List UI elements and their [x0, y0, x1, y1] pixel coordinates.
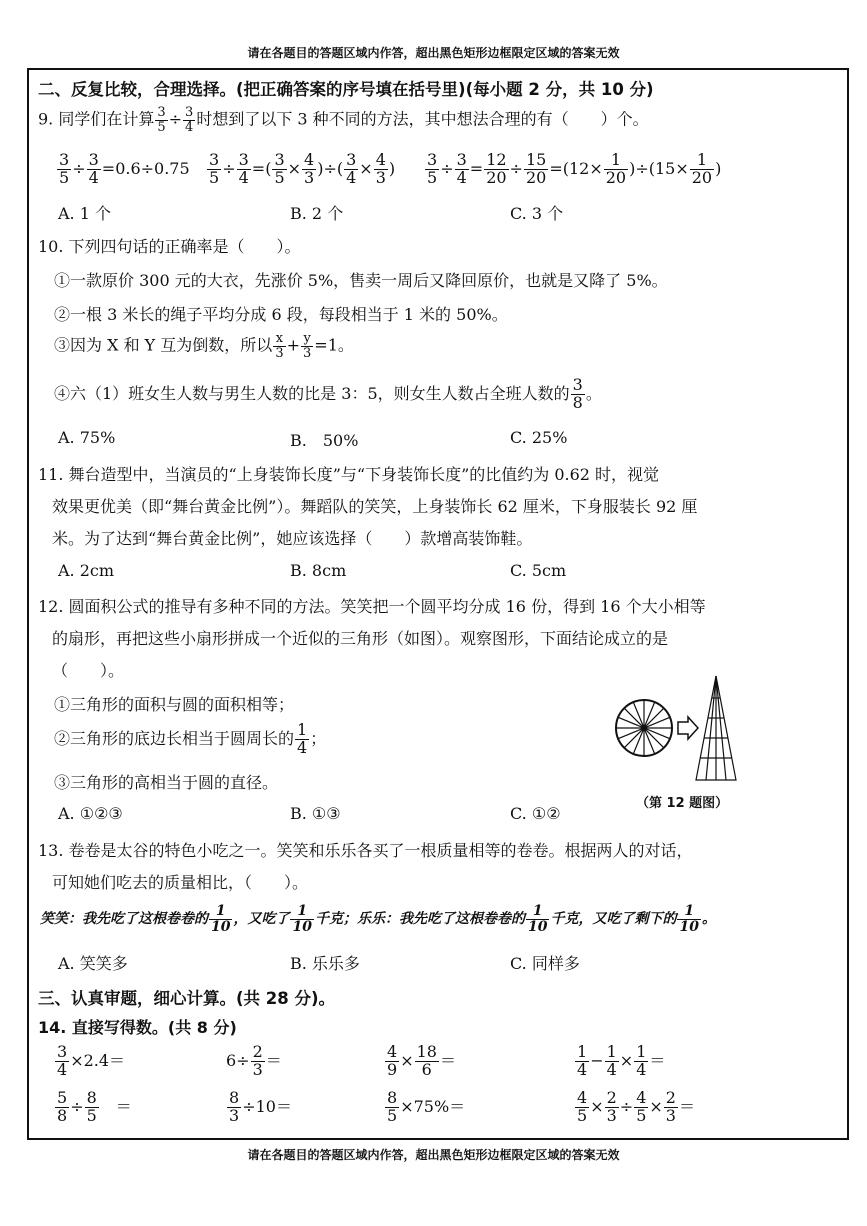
- q10-option-a: A. 75%: [58, 428, 116, 447]
- section2-title: 二、反复比较，合理选择。(把正确答案的序号填在括号里)(每小题 2 分，共 10 分): [38, 80, 654, 99]
- question-10-stem: 10. 下列四句话的正确率是（ ）。: [38, 237, 301, 256]
- q10-statement-4: ④六（1）班女生人数与男生人数的比是 3：5，则女生人数占全班人数的 $\frac{3}{8}$ 。: [54, 375, 602, 412]
- q13-line-2: 可知她们吃去的质量相比，（ ）。: [52, 873, 309, 892]
- q10-option-b: B. 50%: [290, 431, 359, 450]
- q13-option-a: A. 笑笑多: [58, 954, 128, 973]
- q12-option-b: B. ①③: [290, 804, 341, 823]
- q14-expr-3: $\frac{4}{9}$ × $\frac{18}{6}$ ＝: [387, 1042, 456, 1079]
- question-9-stem: 9. 同学们在计算 $\frac{3}{5}$ ÷ $\frac{3}{4}$ 时想到了以下 3 种不同的方法，其中想法合理的有（ ）个。: [38, 105, 649, 135]
- q12-option-a: A. ①②③: [58, 804, 123, 823]
- q14-expr-4: $\frac{1}{4}$ − $\frac{1}{4}$ × $\frac{1}{4}$ ＝: [577, 1042, 666, 1079]
- q11-line-2: 效果更优美（即“舞台黄金比例”）。舞蹈队的笑笑，上身装饰长 62 厘米，下身服装长 92 厘: [52, 497, 698, 516]
- q13-option-c: C. 同样多: [510, 954, 580, 973]
- q9-method-1: $\frac{3}{5}$ ÷ $\frac{3}{4}$ =0.6÷0.75: [59, 150, 190, 187]
- q14-expr-2: 6÷ $\frac{2}{3}$ ＝: [226, 1042, 282, 1079]
- q14-expr-7: $\frac{8}{5}$ ×75%＝: [387, 1088, 466, 1125]
- q13-dialogue: 笑笑：我先吃了这根卷卷的 $\frac{1}{10}$ ，又吃了 $\frac{1}{10}$ 千克；乐乐：我先吃了这根卷卷的 $\frac{1}{10}$ 千克，又吃了剩下的 $\frac{1}{10}$ 。: [40, 903, 716, 935]
- q9-method-2: $\frac{3}{5}$ ÷ $\frac{3}{4}$ =( $\frac{3}{5}$ × $\frac{4}{3}$ )÷( $\frac{3}{4}$ × $\frac{4}{3}$ ): [209, 150, 396, 187]
- q9-method-3: $\frac{3}{5}$ ÷ $\frac{3}{4}$ = $\frac{12}{20}$ ÷ $\frac{15}{20}$ =(12× $\frac{1}{20}$ )÷(15× $\frac{1}{20}$ ): [427, 150, 722, 187]
- q9-option-b: B. 2 个: [290, 204, 344, 223]
- q12-figure-caption: （第 12 题图）: [636, 796, 729, 811]
- arrow-icon: [678, 717, 698, 739]
- q12-option-c: C. ①②: [510, 804, 561, 823]
- triangle-figure: [696, 676, 736, 780]
- q12-line-1: 12. 圆面积公式的推导有多种不同的方法。笑笑把一个圆平均分成 16 份，得到 16 个大小相等: [38, 597, 706, 616]
- q12-statement-2: ②三角形的底边长相当于圆周长的 $\frac{1}{4}$ ；: [54, 720, 327, 757]
- q14-expr-5: $\frac{5}{8}$ ÷ $\frac{8}{5}$ ＝: [57, 1088, 132, 1125]
- bottom-banner: 请在各题目的答题区域内作答，超出黑色矩形边框限定区域的答案无效: [247, 1148, 620, 1162]
- q14-title: 14. 直接写得数。(共 8 分): [38, 1018, 237, 1037]
- q10-statement-1: ①一款原价 300 元的大衣，先涨价 5%，售卖一周后又降回原价，也就是又降了 5%。: [54, 271, 668, 290]
- q9-option-c: C. 3 个: [510, 204, 564, 223]
- top-banner: 请在各题目的答题区域内作答，超出黑色矩形边框限定区域的答案无效: [247, 46, 620, 60]
- q11-option-c: C. 5cm: [510, 561, 567, 580]
- q11-option-a: A. 2cm: [58, 561, 115, 580]
- sector-circle-figure: [616, 700, 672, 756]
- q12-line-2: 的扇形，再把这些小扇形拼成一个近似的三角形（如图）。观察图形，下面结论成立的是: [52, 629, 669, 648]
- q11-line-1: 11. 舞台造型中，当演员的“上身装饰长度”与“下身装饰长度”的比值约为 0.62 时，视觉: [38, 465, 660, 484]
- q12-figure: [612, 672, 747, 784]
- q12-line-3: （ ）。: [52, 661, 125, 680]
- q10-statement-2: ②一根 3 米长的绳子平均分成 6 段，每段相当于 1 米的 50%。: [54, 305, 508, 324]
- section3-title: 三、认真审题，细心计算。(共 28 分)。: [38, 989, 336, 1008]
- q11-option-b: B. 8cm: [290, 561, 347, 580]
- q14-expr-6: $\frac{8}{3}$ ÷10＝: [229, 1088, 292, 1125]
- q10-statement-3: ③因为 X 和 Y 互为倒数，所以 $\frac{x}{3}$ + $\frac{y}{3}$ =1。: [54, 331, 354, 361]
- q14-expr-1: $\frac{3}{4}$ ×2.4＝: [57, 1042, 126, 1079]
- q14-expr-8: $\frac{4}{5}$ × $\frac{2}{3}$ ÷ $\frac{4}{5}$ × $\frac{2}{3}$ ＝: [577, 1088, 695, 1125]
- q9-option-a: A. 1 个: [58, 204, 111, 223]
- q10-option-c: C. 25%: [510, 428, 568, 447]
- q12-statement-3: ③三角形的高相当于圆的直径。: [54, 773, 279, 792]
- q13-option-b: B. 乐乐多: [290, 954, 360, 973]
- q12-statement-1: ①三角形的面积与圆的面积相等；: [54, 695, 295, 714]
- q11-line-3: 米。为了达到“舞台黄金比例”，她应该选择（ ）款增高装饰鞋。: [52, 529, 533, 548]
- q13-line-1: 13. 卷卷是太谷的特色小吃之一。笑笑和乐乐各买了一根质量相等的卷卷。根据两人的对话，: [38, 841, 693, 860]
